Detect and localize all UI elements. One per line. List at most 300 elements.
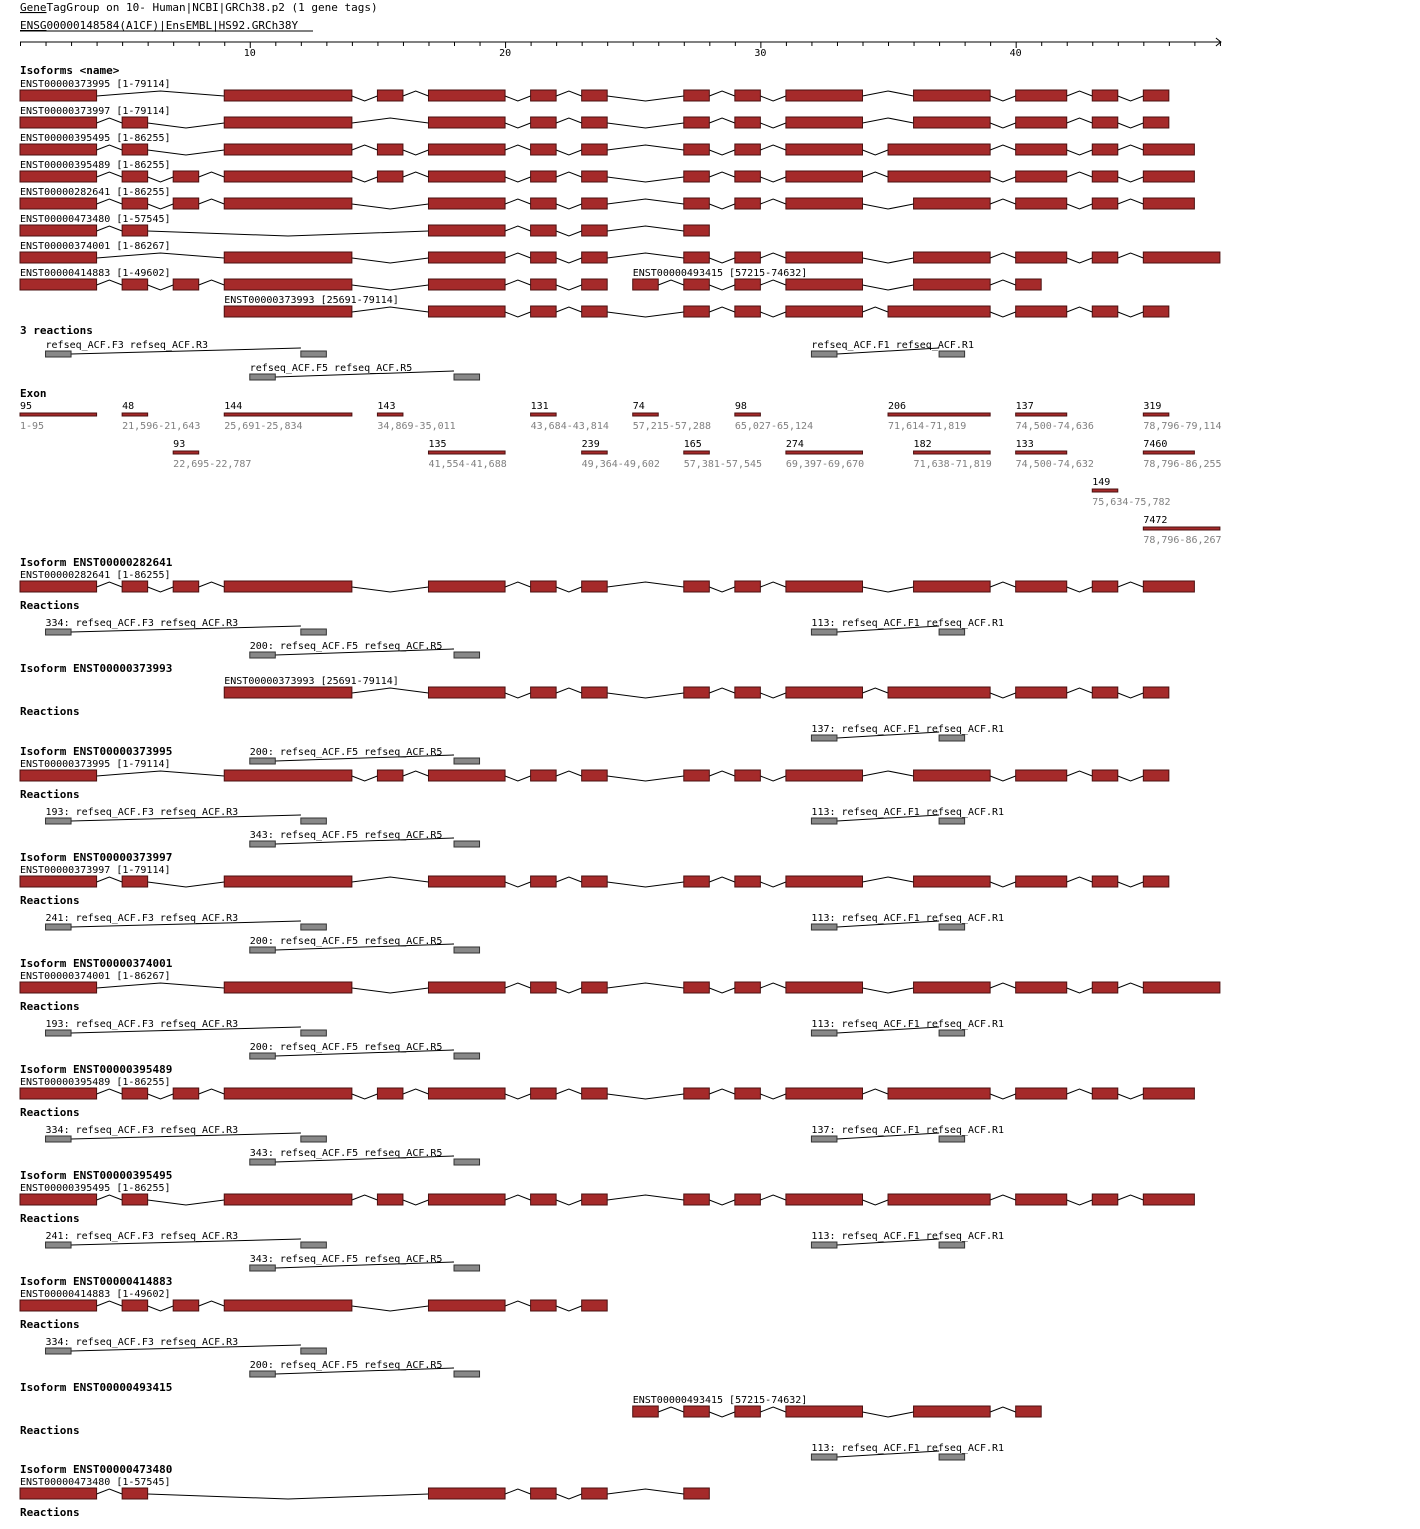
exon-block (20, 1194, 97, 1205)
intron-line (352, 145, 378, 150)
intron-line (862, 587, 913, 592)
isoform-detail-title (20, 851, 172, 864)
exon-block (173, 1088, 199, 1099)
reaction-label: 113: refseq_ACF.F1 refseq_ACF.R1 (811, 807, 1005, 818)
exon-block (377, 171, 403, 182)
intron-line (760, 776, 786, 781)
exon-block (1143, 770, 1169, 781)
exon-block (428, 225, 505, 236)
intron-line (148, 587, 174, 592)
intron-line (607, 226, 684, 231)
primer-block (301, 629, 327, 635)
intron-line (505, 199, 531, 204)
intron-line (709, 118, 735, 123)
exon-block (20, 90, 97, 101)
header-title: TagGroup on 10- Human|NCBI|GRCh38.p2 (1 gene tags) (46, 1, 378, 14)
intron-line (505, 253, 531, 258)
exon-block (428, 1488, 505, 1499)
exon-block (735, 1088, 761, 1099)
isoform-detail-title (20, 1063, 172, 1076)
intron-line (607, 199, 684, 204)
exon-block (224, 982, 352, 993)
exon-block (224, 306, 352, 317)
exon-size-label: 144 (224, 401, 243, 412)
intron-line (97, 771, 225, 776)
exon-block (684, 1488, 710, 1499)
intron-line (97, 1301, 123, 1306)
exon-block (531, 198, 557, 209)
exon-block (173, 279, 199, 290)
intron-line (760, 312, 786, 317)
primer-block (454, 1371, 480, 1377)
exon-block (20, 225, 97, 236)
intron-line (505, 693, 531, 698)
intron-line (505, 312, 531, 317)
exon-block (122, 198, 148, 209)
intron-line (556, 1089, 582, 1094)
intron-line (760, 1094, 786, 1099)
intron-line (556, 1306, 582, 1311)
intron-line (148, 204, 174, 209)
close-icon[interactable]: Y (291, 19, 299, 32)
exon-size-label: 98 (734, 401, 747, 412)
intron-line (352, 877, 429, 882)
isoform-detail-prefix: Isoform (20, 1063, 73, 1076)
primer-block (46, 1242, 72, 1248)
exon-block (224, 279, 352, 290)
reactions-section (46, 340, 974, 380)
exon-block (582, 581, 608, 592)
intron-line (403, 91, 429, 96)
intron-line (97, 199, 123, 204)
intron-line (1118, 582, 1144, 587)
isoform-label: ENST00000414883 [1-49602] (20, 268, 171, 279)
exon-block (122, 225, 148, 236)
exon-block (582, 144, 608, 155)
intron-line (1067, 587, 1093, 592)
exon-bar (684, 451, 710, 454)
intron-line (1067, 172, 1093, 177)
primer-block (301, 1242, 327, 1248)
exon-block (1016, 171, 1067, 182)
exon-block (735, 252, 761, 263)
primer-block (454, 947, 480, 953)
reaction-label: refseq_ACF.F5 refseq_ACF.R5 (249, 363, 413, 374)
exon-block (786, 1088, 863, 1099)
intron-line (505, 1489, 531, 1494)
intron-line (862, 688, 888, 693)
reaction-label: 193: refseq_ACF.F3 refseq_ACF.R3 (45, 1019, 239, 1030)
intron-line (505, 1094, 531, 1099)
primer-block (46, 629, 72, 635)
exon-range-label: 78,796-86,267 (1143, 535, 1222, 546)
exon-range-label: 71,614-71,819 (888, 421, 967, 432)
intron-line (862, 91, 913, 96)
primer-block (454, 1159, 480, 1165)
intron-line (97, 118, 123, 123)
reactions-heading: Reactions (20, 1106, 80, 1119)
primer-block (454, 1265, 480, 1271)
intron-line (556, 587, 582, 592)
primer-block (939, 351, 965, 357)
exon-block (1092, 687, 1118, 698)
intron-line (352, 204, 429, 209)
intron-line (862, 1200, 888, 1205)
exon-block (173, 1300, 199, 1311)
exon-block (173, 581, 199, 592)
primer-block (46, 351, 72, 357)
exon-block (428, 252, 505, 263)
exon-bar (1143, 413, 1169, 416)
exon-block (684, 687, 710, 698)
exon-block (1016, 252, 1067, 263)
reactions-heading: Reactions (20, 1318, 80, 1331)
intron-line (990, 253, 1016, 258)
axis-tick-label: 40 (1009, 48, 1022, 59)
intron-line (1067, 258, 1093, 263)
exon-block (914, 90, 991, 101)
intron-line (148, 150, 225, 155)
exon-block (428, 1194, 505, 1205)
exon-block (428, 117, 505, 128)
intron-line (607, 983, 684, 988)
exon-block (531, 1300, 557, 1311)
intron-line (97, 1195, 123, 1200)
exon-block (377, 1194, 403, 1205)
exon-block (531, 144, 557, 155)
exon-block (428, 581, 505, 592)
intron-line (1118, 1094, 1144, 1099)
intron-line (1067, 688, 1093, 693)
exon-block (582, 252, 608, 263)
intron-line (199, 1089, 225, 1094)
exon-bar (377, 413, 403, 416)
reaction-label: 200: refseq_ACF.F5 refseq_ACF.R5 (249, 936, 443, 947)
intron-line (607, 776, 684, 781)
intron-line (97, 1489, 123, 1494)
intron-line (352, 776, 378, 781)
axis-tick-label: 30 (754, 48, 767, 59)
primer-block (301, 924, 327, 930)
exon-range-label: 74,500-74,632 (1015, 459, 1094, 470)
exon-block (684, 1088, 710, 1099)
exon-range-label: 22,695-22,787 (173, 459, 252, 470)
intron-line (505, 983, 531, 988)
exon-block (531, 279, 557, 290)
intron-line (148, 1094, 174, 1099)
intron-line (199, 582, 225, 587)
exon-block (735, 876, 761, 887)
primer-block (46, 1348, 72, 1354)
intron-line (1118, 776, 1144, 781)
isoform-detail-title (20, 1169, 172, 1182)
exon-block (684, 770, 710, 781)
intron-line (760, 96, 786, 101)
exon-block (1092, 171, 1118, 182)
reaction-label: 241: refseq_ACF.F3 refseq_ACF.R3 (45, 1231, 239, 1242)
exon-bar (888, 413, 990, 416)
reactions-heading: Reactions (20, 599, 80, 612)
exon-bar (786, 451, 863, 454)
exon-block (377, 144, 403, 155)
reactions-heading: Reactions (20, 894, 80, 907)
isoform-details-section (20, 556, 1220, 1519)
exon-block (1143, 117, 1169, 128)
exon-block (1143, 171, 1194, 182)
exon-block (633, 279, 659, 290)
intron-line (607, 145, 684, 150)
exon-block (428, 770, 505, 781)
isoform-detail-name: ENST00000373995 (72, 745, 173, 758)
exon-block (1016, 876, 1067, 887)
reaction-label: 113: refseq_ACF.F1 refseq_ACF.R1 (811, 1019, 1005, 1030)
exon-block (173, 171, 199, 182)
exon-block (1092, 1088, 1118, 1099)
intron-line (97, 226, 123, 231)
exon-block (173, 198, 199, 209)
isoform-detail-title (20, 662, 172, 675)
exon-bar (20, 413, 97, 416)
exon-block (428, 1300, 505, 1311)
intron-line (862, 877, 913, 882)
exon-block (531, 770, 557, 781)
exon-block (633, 1406, 659, 1417)
isoform-detail-block (20, 662, 1169, 764)
isoform-detail-name: ENST00000373997 (72, 851, 173, 864)
exon-block (1016, 581, 1067, 592)
isoform-label: ENST00000473480 [1-57545] (20, 1477, 171, 1488)
exon-block (377, 90, 403, 101)
ensg-link[interactable]: ENSG (20, 19, 47, 32)
intron-line (148, 177, 174, 182)
isoform-label: ENST00000282641 [1-86255] (20, 570, 171, 581)
exon-block (20, 770, 97, 781)
exon-block (1143, 306, 1169, 317)
exon-block (224, 144, 352, 155)
exon-block (1016, 117, 1067, 128)
intron-line (556, 688, 582, 693)
intron-line (760, 582, 786, 587)
isoforms-section (20, 79, 1220, 317)
reaction-label: 343: refseq_ACF.F5 refseq_ACF.R5 (249, 830, 443, 841)
exon-block (786, 306, 863, 317)
exon-block (20, 279, 97, 290)
intron-line (990, 1407, 1016, 1412)
isoform-label: ENST00000395489 [1-86255] (20, 160, 171, 171)
intron-line (862, 771, 913, 776)
intron-line (352, 177, 378, 182)
primer-block (46, 818, 72, 824)
reactions-heading: Reactions (20, 788, 80, 801)
exon-block (20, 982, 97, 993)
isoform-label: ENST00000493415 [57215-74632] (632, 268, 808, 279)
reaction-label: 113: refseq_ACF.F1 refseq_ACF.R1 (811, 1443, 1005, 1454)
intron-line (990, 582, 1016, 587)
isoform-detail-block (20, 851, 1169, 953)
isoform-label: ENST00000414883 [1-49602] (20, 1289, 171, 1300)
intron-line (148, 1306, 174, 1311)
exon-bar (914, 451, 991, 454)
intron-line (607, 253, 684, 258)
exon-block (735, 982, 761, 993)
exon-block (735, 581, 761, 592)
exon-block (20, 144, 97, 155)
exon-block (531, 117, 557, 128)
intron-line (709, 988, 735, 993)
intron-line (760, 280, 786, 285)
exon-block (786, 687, 863, 698)
exon-block (786, 252, 863, 263)
exon-size-label: 95 (20, 401, 33, 412)
exon-size-label: 165 (683, 439, 702, 450)
gene-link[interactable]: Gene (20, 1, 47, 14)
intron-line (403, 771, 429, 776)
exon-block (735, 198, 761, 209)
isoform-label: ENST00000373997 [1-79114] (20, 106, 171, 117)
exon-block (428, 876, 505, 887)
intron-line (505, 123, 531, 128)
exon-block (735, 306, 761, 317)
reactions-heading: Reactions (20, 1212, 80, 1225)
exon-block (888, 144, 990, 155)
exon-block (582, 1300, 608, 1311)
intron-line (556, 172, 582, 177)
isoform-detail-prefix: Isoform (20, 1463, 73, 1476)
exon-block (531, 581, 557, 592)
intron-line (862, 1089, 888, 1094)
exon-block (224, 581, 352, 592)
exon-block (224, 876, 352, 887)
intron-line (862, 285, 913, 290)
exon-block (428, 171, 505, 182)
exon-block (428, 1088, 505, 1099)
exon-block (684, 982, 710, 993)
exon-range-label: 57,381-57,545 (683, 459, 763, 470)
primer-block (939, 1242, 965, 1248)
intron-line (97, 280, 123, 285)
isoform-label: ENST00000373995 [1-79114] (20, 759, 171, 770)
isoform-detail-title (20, 745, 172, 758)
intron-line (1067, 204, 1093, 209)
isoform-label: ENST00000473480 [1-57545] (20, 214, 171, 225)
exon-block (531, 982, 557, 993)
exon-block (1092, 876, 1118, 887)
intron-line (352, 96, 378, 101)
intron-line (990, 882, 1016, 887)
exon-block (224, 1194, 352, 1205)
intron-line (556, 91, 582, 96)
exon-block (684, 198, 710, 209)
exon-block (582, 171, 608, 182)
reaction-label: 200: refseq_ACF.F5 refseq_ACF.R5 (249, 641, 443, 652)
intron-line (556, 877, 582, 882)
exon-bar (633, 413, 659, 416)
isoform-detail-prefix: Isoform (20, 957, 73, 970)
exon-range-label: 78,796-86,255 (1143, 459, 1222, 470)
intron-line (505, 226, 531, 231)
exon-block (1092, 581, 1118, 592)
exon-block (1016, 1406, 1042, 1417)
intron-line (1118, 145, 1144, 150)
intron-line (607, 582, 684, 587)
primer-block (250, 841, 276, 847)
exon-block (1016, 1088, 1067, 1099)
exon-block (582, 90, 608, 101)
axis-tick-label: 10 (243, 48, 256, 59)
exon-size-label: 135 (428, 439, 447, 450)
primer-block (939, 735, 965, 741)
intron-line (199, 1301, 225, 1306)
intron-line (556, 150, 582, 155)
intron-line (990, 177, 1016, 182)
exon-block (684, 117, 710, 128)
reaction-label: 200: refseq_ACF.F5 refseq_ACF.R5 (249, 1360, 443, 1371)
isoform-detail-name: ENST00000493415 (72, 1381, 173, 1394)
intron-line (607, 96, 684, 101)
isoform-label: ENST00000374001 [1-86267] (20, 971, 171, 982)
exon-size-label: 7460 (1143, 439, 1168, 450)
intron-line (1118, 123, 1144, 128)
exon-block (428, 90, 505, 101)
isoform-detail-block (20, 1063, 1194, 1165)
exon-range-label: 49,364-49,602 (581, 459, 660, 470)
isoform-detail-block (20, 1463, 709, 1519)
exon-block (735, 1194, 761, 1205)
primer-block (250, 1265, 276, 1271)
intron-line (709, 877, 735, 882)
exon-block (582, 306, 608, 317)
exon-block (1016, 770, 1067, 781)
exon-block (1016, 306, 1067, 317)
exon-block (914, 279, 991, 290)
intron-line (607, 1489, 684, 1494)
intron-line (1067, 118, 1093, 123)
primer-block (811, 924, 837, 930)
primer-block (301, 1030, 327, 1036)
exon-size-label: 7472 (1143, 515, 1168, 526)
isoform-detail-title (20, 1463, 172, 1476)
exon-block (1143, 581, 1194, 592)
intron-line (505, 177, 531, 182)
intron-line (505, 1195, 531, 1200)
exon-block (1092, 770, 1118, 781)
exon-block (531, 90, 557, 101)
exon-block (20, 581, 97, 592)
exon-size-label: 137 (1015, 401, 1034, 412)
isoform-label: ENST00000374001 [1-86267] (20, 241, 171, 252)
exon-block (531, 252, 557, 263)
isoforms-title: Isoforms <name> (20, 64, 120, 77)
exon-block (684, 90, 710, 101)
intron-line (709, 172, 735, 177)
primer-block (301, 351, 327, 357)
exon-block (224, 770, 352, 781)
intron-line (556, 231, 582, 236)
reactions-heading: Reactions (20, 1000, 80, 1013)
intron-line (862, 150, 888, 155)
intron-line (990, 312, 1016, 317)
exon-block (122, 117, 148, 128)
intron-line (556, 258, 582, 263)
intron-line (607, 177, 684, 182)
intron-line (352, 1195, 378, 1200)
intron-line (709, 1089, 735, 1094)
intron-line (352, 688, 429, 693)
exon-block (20, 1300, 97, 1311)
exon-range-label: 74,500-74,636 (1015, 421, 1094, 432)
intron-line (862, 118, 913, 123)
exon-block (786, 171, 863, 182)
